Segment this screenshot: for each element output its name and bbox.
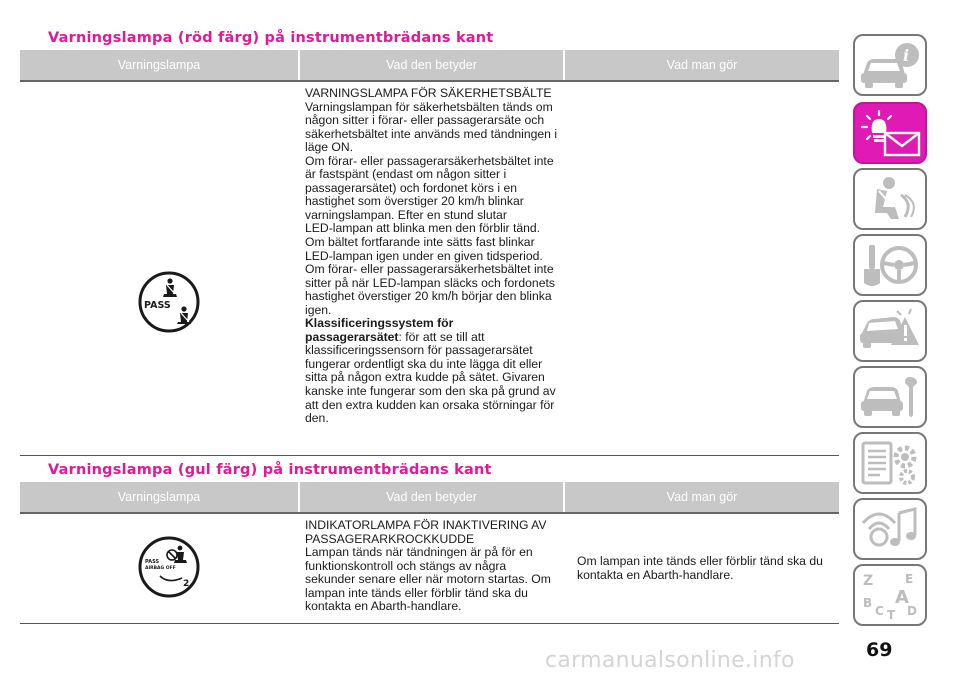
text-line: lampan inte tänds eller förblir tänd ska du <box>305 585 528 600</box>
text-line: hastighet som överstiger 20 km/h blinkar <box>305 194 524 209</box>
text-line: Om förar- eller passagerarsäkerhetsbältet inte <box>305 153 554 168</box>
text-line: VARNINGSLAMPA FÖR SÄKERHETSBÄLTE <box>305 86 552 100</box>
tab-starting-driving[interactable] <box>853 234 927 296</box>
text-line: klassificeringssensorn för passagerarsätet <box>305 343 533 358</box>
seatbelt-passenger-warning-icon <box>138 271 200 333</box>
text-line: varningslampan. Efter en stund slutar <box>305 207 507 222</box>
svg-text:A: A <box>895 587 909 608</box>
text-line: Om lampan inte tänds eller förblir tänd ska du <box>577 553 823 568</box>
svg-text:Z: Z <box>863 573 874 589</box>
text-line: LED-lampan igen under en given tidsperiod. <box>305 248 543 263</box>
svg-text:B: B <box>863 596 873 610</box>
header-meaning: Vad den betyder <box>300 50 565 80</box>
table-header <box>20 482 839 514</box>
svg-text:E: E <box>905 572 914 586</box>
bold-heading-tail: : för att se till att <box>398 329 485 344</box>
text-line: är fastspänt (endast om någon sitter i <box>305 167 507 182</box>
watermark: carmanualsonline.info <box>545 648 795 673</box>
svg-text:T: T <box>887 608 896 621</box>
text-line: säkerhetsbältet inte används med tändningen i <box>305 126 558 141</box>
text-line: passagerarsätet) och fordonet körs i en <box>305 180 518 195</box>
tab-multimedia[interactable] <box>853 498 927 560</box>
seat-airbag-icon <box>857 173 923 225</box>
text-line: sekunder senare eller när motorn startas. Om <box>305 572 551 587</box>
text-line: den. <box>305 411 329 426</box>
icon-label-airbag-off: AIRBAG OFF <box>145 566 176 571</box>
action-text <box>577 555 823 582</box>
text-line: PASSAGERARKROCKKUDDE <box>305 531 475 546</box>
text-line: Lampan tänds när tändningen är på för en <box>305 545 533 560</box>
warning-light-cell <box>20 82 300 455</box>
warning-table-red <box>20 50 839 456</box>
multimedia-icon <box>857 503 923 555</box>
tab-car-info[interactable] <box>853 34 927 96</box>
warning-light-message-icon <box>857 107 923 159</box>
key-steering-wheel-icon <box>857 239 923 291</box>
icon-label-pass: PASS <box>144 300 171 311</box>
action-cell <box>565 514 839 623</box>
header-action: Vad man gör <box>666 58 738 72</box>
text-line: fungerar ordentligt ska du inte lägga dit eller <box>305 356 543 371</box>
text-line <box>305 331 561 345</box>
text-line: Varningslampan för säkerhetsbälten tänds om <box>305 99 553 114</box>
tab-maintenance[interactable] <box>853 366 927 428</box>
text-line: sitta på någon extra kudde på sätet. Givaren <box>305 370 545 385</box>
text-line: hastighet överstiger 20 km/h börjar den blinka <box>305 289 552 304</box>
text-line: LED-lampan att blinka men den förblir tänd. <box>305 221 541 236</box>
header-warning-light: Varningslampa <box>20 482 300 512</box>
text-line: funktionskontroll och stängs av några <box>305 558 507 573</box>
table-row <box>20 514 839 624</box>
section-title-yellow-warning: Varningslampa (gul färg) på instrumentbrädans kant <box>48 462 492 478</box>
text-line: kanske inte fungerar som den ska på grund av <box>305 384 556 399</box>
car-info-icon <box>857 39 923 91</box>
tab-emergency[interactable] <box>853 300 927 362</box>
page-number: 69 <box>866 639 893 661</box>
text-line: kontakta en Abarth-handlare. <box>577 567 734 582</box>
text-line: någon sitter i förar- eller passagerarsäte och <box>305 113 545 128</box>
text-line: Om förar- eller passagerarsäkerhetsbältet inte <box>305 262 554 277</box>
car-maintenance-icon <box>857 371 923 423</box>
header-meaning: Vad den betyder <box>300 482 565 512</box>
icon-label-number: 2 <box>183 579 190 589</box>
text-line: sitter på när LED-lampan släcks och fordonets <box>305 275 555 290</box>
svg-text:D: D <box>907 604 917 618</box>
tab-technical-data[interactable] <box>853 432 927 494</box>
text-line: läge ON. <box>305 140 354 155</box>
table-header <box>20 50 839 82</box>
tab-index[interactable] <box>853 564 927 626</box>
bold-heading-term: passagerarsätet <box>305 329 399 344</box>
tab-safety[interactable] <box>853 168 927 230</box>
meaning-cell <box>300 514 565 623</box>
meaning-cell <box>300 82 565 455</box>
text-line: Om bältet fortfarande inte sätts fast blinkar <box>305 235 535 250</box>
alphabetical-index-icon <box>857 569 923 621</box>
text-line: igen. <box>305 302 332 317</box>
section-title-red-warning: Varningslampa (röd färg) på instrumentbrädans kant <box>48 30 494 46</box>
text-line: kontakta en Abarth-handlare. <box>305 599 462 614</box>
tab-warning-lights[interactable] <box>853 102 927 164</box>
passenger-airbag-off-icon <box>138 536 200 598</box>
technical-data-icon <box>857 437 923 489</box>
warning-table-yellow <box>20 482 839 624</box>
action-cell <box>565 82 839 455</box>
header-action: Vad man gör <box>666 490 738 504</box>
table-row <box>20 82 839 456</box>
car-accident-icon <box>857 305 923 357</box>
header-warning-light: Varningslampa <box>20 50 300 80</box>
text-line: INDIKATORLAMPA FÖR INAKTIVERING AV <box>305 518 547 532</box>
text-line: att den extra kudden kan orsaka störningar för <box>305 397 555 412</box>
bold-heading-line: Klassificeringssystem för <box>305 316 454 331</box>
svg-text:i: i <box>903 46 910 65</box>
icon-label-pass: PASS <box>145 559 160 565</box>
svg-text:C: C <box>875 604 884 618</box>
warning-light-cell <box>20 514 300 623</box>
